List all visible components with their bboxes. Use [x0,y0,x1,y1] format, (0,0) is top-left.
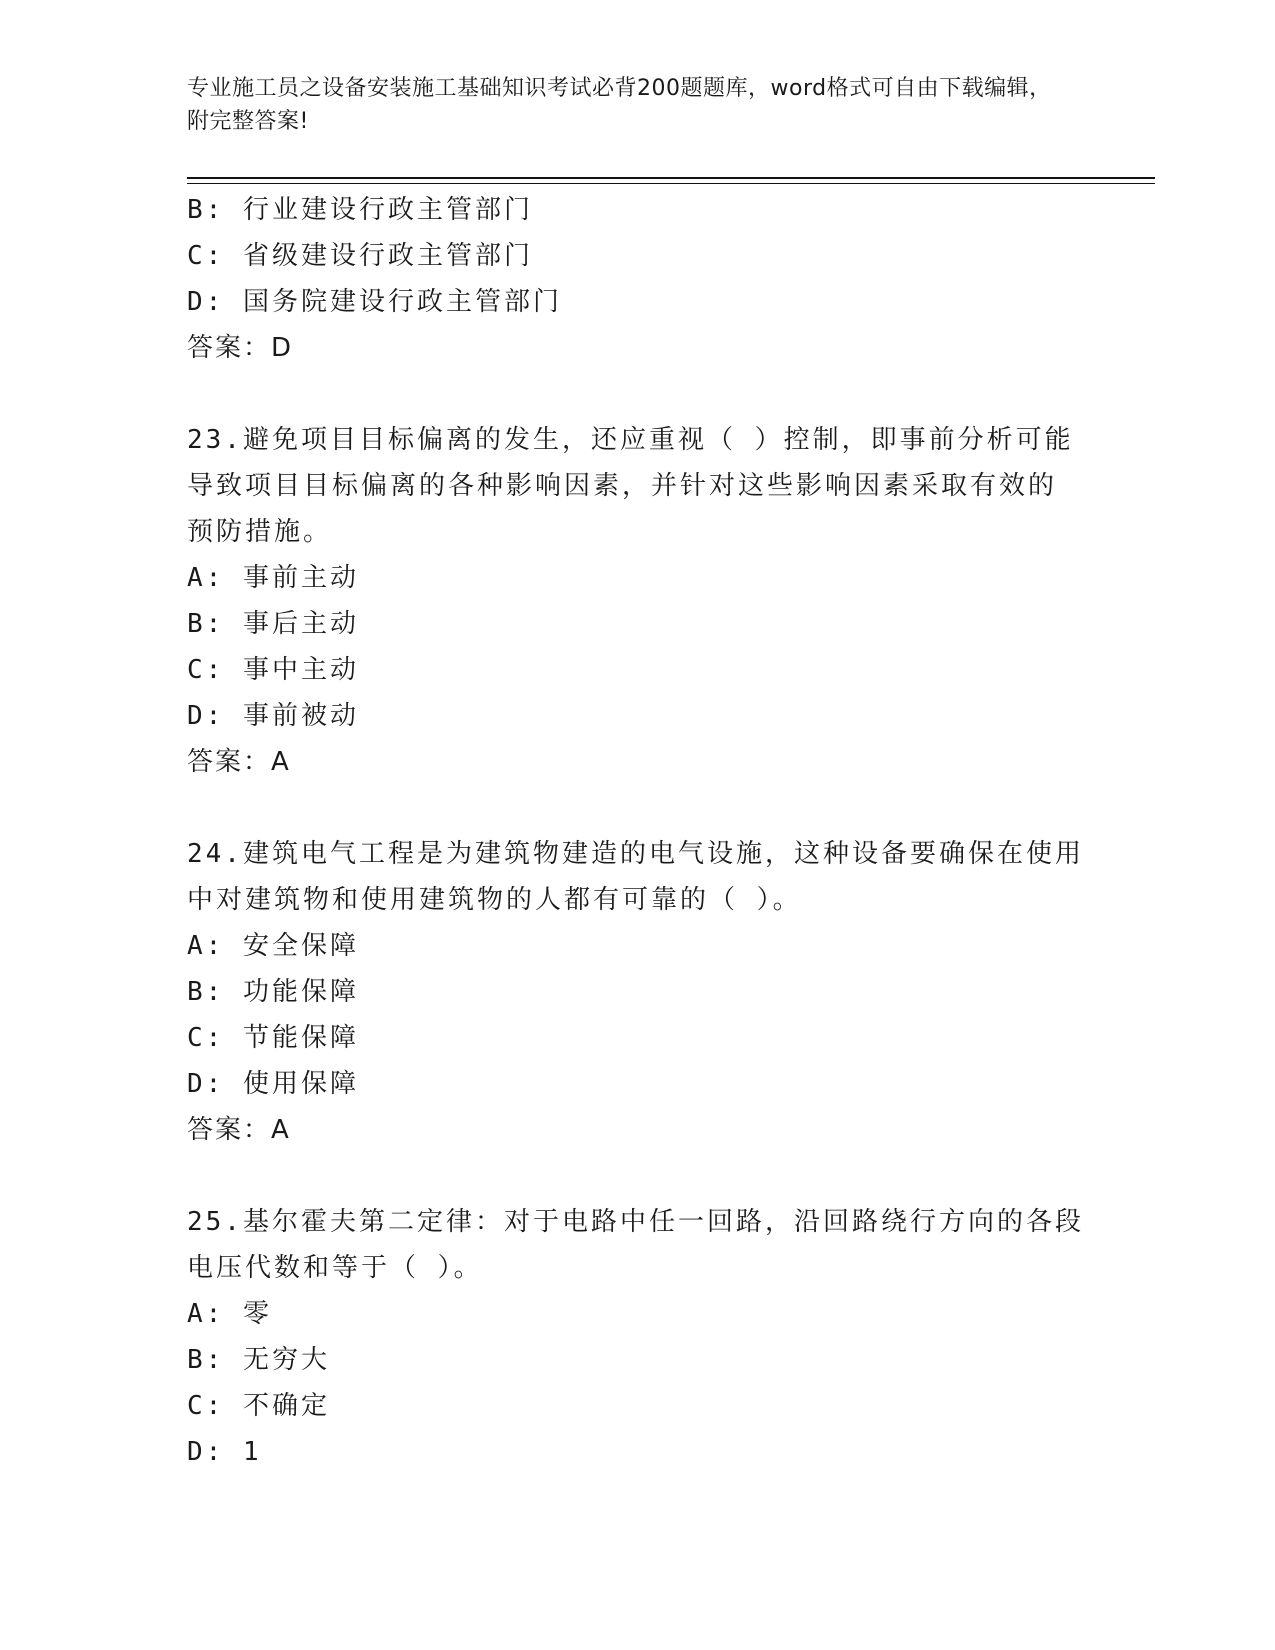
question-23 [187,417,1087,785]
question-text-line: 预防措施。 [187,517,333,547]
option-a: A: 安全保障 [187,931,359,961]
option-c: C: 省级建设行政主管部门 [187,241,533,271]
question-25 [187,1199,1087,1475]
question-22-tail [187,187,1087,371]
option-b: B: 行业建设行政主管部门 [187,195,533,225]
question-content [187,187,1087,1475]
header-rule-thick [187,177,1155,179]
answer-line: 答案：A [187,1115,291,1145]
header-rule-thin [187,183,1155,184]
option-d: D: 国务院建设行政主管部门 [187,287,562,317]
document-header: 专业施工员之设备安装施工基础知识考试必背200题题库，word格式可自由下载编辑，附完整答案! [187,76,1052,134]
question-text-line: 中对建筑物和使用建筑物的人都有可靠的（ ）。 [187,885,802,915]
option-d: D: 使用保障 [187,1069,359,1099]
question-24 [187,831,1087,1153]
answer-line: 答案：D [187,333,294,363]
question-text-line: 电压代数和等于（ ）。 [187,1253,483,1283]
option-d: D: 事前被动 [187,701,359,731]
option-d: D: 1 [187,1437,262,1467]
option-c: C: 节能保障 [187,1023,359,1053]
question-text-line: 24.建筑电气工程是为建筑物建造的电气设施，这种设备要确保在使用 [187,839,1084,869]
option-c: C: 不确定 [187,1391,330,1421]
option-c: C: 事中主动 [187,655,359,685]
question-text-line: 23.避免项目目标偏离的发生，还应重视（ ）控制，即事前分析可能 [187,425,1074,455]
answer-line: 答案：A [187,747,291,777]
option-a: A: 事前主动 [187,563,359,593]
option-b: B: 功能保障 [187,977,359,1007]
question-text-line: 导致项目目标偏离的各种影响因素，并针对这些影响因素采取有效的 [187,471,1058,501]
question-text-line: 25.基尔霍夫第二定律：对于电路中任一回路，沿回路绕行方向的各段 [187,1207,1084,1237]
option-b: B: 事后主动 [187,609,359,639]
option-b: B: 无穷大 [187,1345,330,1375]
option-a: A: 零 [187,1299,272,1329]
